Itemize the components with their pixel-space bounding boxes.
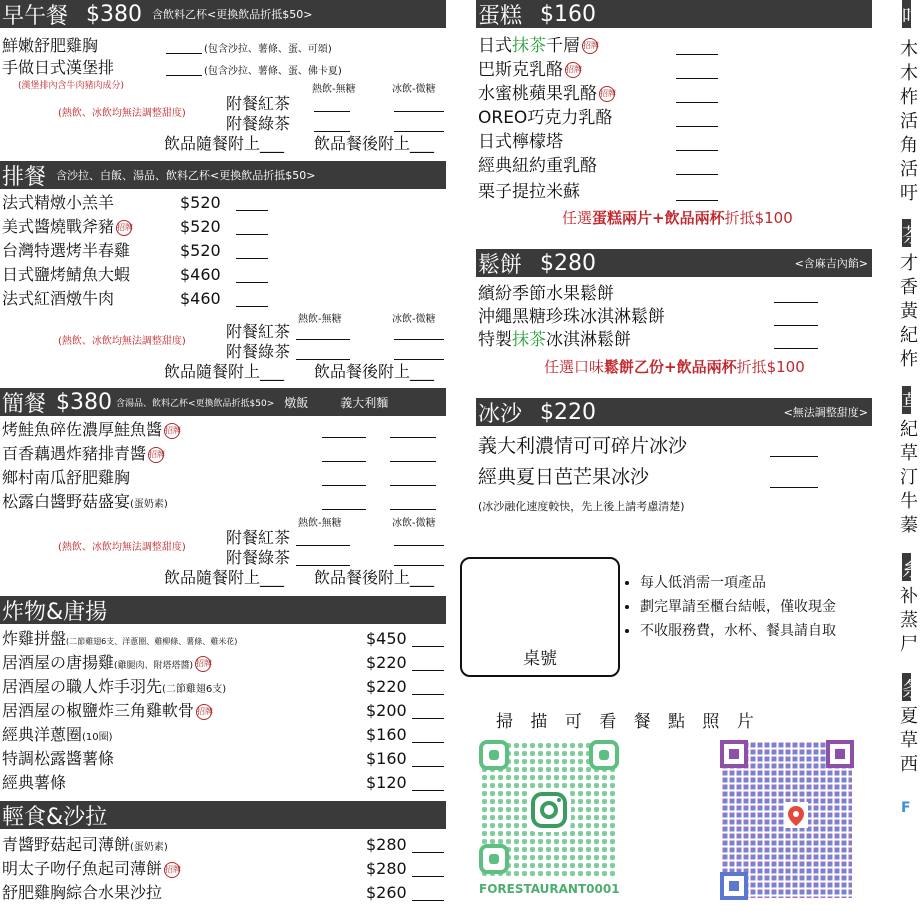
drink-after-meal[interactable]: 飲品餐後附上___ bbox=[314, 568, 435, 587]
order-blank[interactable] bbox=[676, 78, 718, 79]
edge-column-5: 夏 草 西 bbox=[900, 706, 918, 775]
menu-item: 特調松露醬薯條 bbox=[2, 749, 115, 768]
menu-item: 炸雞拼盤(二節雞翅6支、洋蔥圈、雞柳條、薯條、雞米花) bbox=[2, 629, 238, 648]
drink-with-meal[interactable]: 飲品隨餐附上___ bbox=[164, 134, 285, 153]
iced-drink-label: 冰飲-微糖 bbox=[392, 314, 436, 325]
order-blank[interactable] bbox=[676, 54, 718, 55]
menu-item: 手做日式漢堡排 bbox=[2, 58, 115, 77]
signature-stamp-icon: 招牌 bbox=[196, 704, 212, 720]
item-price: $200 bbox=[366, 701, 407, 720]
risotto-col-label: 燉飯 bbox=[284, 395, 309, 410]
signature-stamp-icon: 招牌 bbox=[599, 86, 615, 102]
fried-title: 炸物&唐揚 bbox=[2, 599, 108, 625]
hot-drink-label: 熱飲-無糖 bbox=[298, 314, 342, 325]
cake-promo: 任選蛋糕兩片+飲品兩杯折抵$100 bbox=[562, 209, 793, 227]
menu-item: 義大利濃情可可碎片冰沙 bbox=[478, 435, 688, 457]
order-blank[interactable] bbox=[236, 282, 268, 283]
order-blank[interactable] bbox=[676, 150, 718, 151]
order-blank[interactable] bbox=[236, 306, 268, 307]
instagram-qr-code[interactable] bbox=[481, 742, 617, 878]
drink-warning: (熱飲、冰飲均無法調整甜度) bbox=[58, 108, 186, 119]
order-blank[interactable] bbox=[394, 545, 444, 546]
simple-note: 含湯品、飲料乙杯<更換飲品折抵$50> bbox=[116, 398, 275, 409]
cake-price: $160 bbox=[540, 1, 597, 27]
order-blank[interactable] bbox=[296, 359, 350, 360]
breakfast-price: $380 bbox=[86, 1, 143, 27]
breakfast-title: 早午餐 bbox=[2, 3, 69, 29]
item-price: $120 bbox=[366, 773, 407, 792]
order-blank[interactable] bbox=[412, 852, 444, 853]
order-blank[interactable] bbox=[412, 646, 444, 647]
menu-item: 鮮嫩舒肥雞胸 bbox=[2, 36, 99, 55]
menu-item: 法式精燉小羔羊 bbox=[2, 193, 115, 212]
edge-header-2: 茶 bbox=[902, 219, 911, 247]
edge-column-4: 补 蒸 尸 bbox=[900, 586, 918, 655]
item-price: $220 bbox=[366, 653, 407, 672]
item-price: $460 bbox=[180, 289, 221, 308]
red-tea-label: 附餐紅茶 bbox=[226, 94, 291, 113]
cake-title: 蛋糕 bbox=[478, 3, 523, 29]
order-blank[interactable] bbox=[322, 461, 366, 462]
map-qr-code[interactable] bbox=[722, 742, 852, 898]
fried-header bbox=[0, 596, 446, 624]
drink-after-meal[interactable]: 飲品餐後附上___ bbox=[314, 134, 435, 153]
order-blank[interactable] bbox=[394, 131, 444, 132]
menu-item: 美式醬燒戰斧豬 招牌 bbox=[2, 217, 134, 236]
order-blank[interactable] bbox=[412, 694, 444, 695]
item-price: $520 bbox=[180, 193, 221, 212]
menu-item: 居酒屋の唐揚雞(雞腿肉、附塔塔醬) 招牌 bbox=[2, 653, 213, 672]
order-blank[interactable] bbox=[390, 437, 436, 438]
scan-caption: 掃 描 可 看 餐 點 照 片 bbox=[496, 712, 760, 732]
red-tea-label: 附餐紅茶 bbox=[226, 528, 291, 547]
edge-column-2: 才 香 黃 紀 柞 bbox=[900, 253, 918, 370]
hot-drink-label: 熱飲-無糖 bbox=[298, 518, 342, 529]
table-number-box[interactable] bbox=[460, 557, 620, 677]
order-blank[interactable] bbox=[394, 339, 444, 340]
drink-warning: (熱飲、冰飲均無法調整甜度) bbox=[58, 336, 186, 347]
signature-stamp-icon: 招牌 bbox=[565, 62, 581, 78]
menu-item: 沖繩黑糖珍珠冰淇淋鬆餅 bbox=[478, 307, 665, 327]
order-blank[interactable] bbox=[236, 258, 268, 259]
menu-item: 栗子提拉米蘇 bbox=[478, 182, 580, 202]
menu-item: 日式檸檬塔 bbox=[478, 132, 563, 152]
signature-stamp-icon: 招牌 bbox=[148, 447, 164, 463]
order-blank[interactable] bbox=[390, 485, 436, 486]
drink-after-meal[interactable]: 飲品餐後附上___ bbox=[314, 362, 435, 381]
order-blank[interactable] bbox=[322, 437, 366, 438]
order-blank[interactable] bbox=[770, 456, 818, 457]
steak-header bbox=[0, 161, 446, 189]
order-blank[interactable] bbox=[236, 234, 268, 235]
menu-item: 明太子吻仔魚起司薄餅 招牌 bbox=[2, 859, 182, 878]
green-tea-label: 附餐綠茶 bbox=[226, 114, 291, 133]
order-blank[interactable] bbox=[412, 790, 444, 791]
rule-item: • 劃完單請至櫃台結帳，僅收現金 bbox=[640, 596, 920, 618]
simple-title: 簡餐 bbox=[2, 391, 47, 417]
menu-item: 特製抹茶冰淇淋鬆餅 bbox=[478, 330, 631, 350]
menu-item: 經典夏日芭芒果冰沙 bbox=[478, 466, 650, 488]
order-blank[interactable] bbox=[394, 111, 444, 112]
order-blank[interactable] bbox=[394, 359, 444, 360]
rule-item: • 每人低消需一項產品 bbox=[640, 572, 920, 594]
drink-with-meal[interactable]: 飲品隨餐附上___ bbox=[164, 568, 285, 587]
order-blank[interactable] bbox=[774, 348, 818, 349]
menu-item: 舒肥雞胸綜合水果沙拉 bbox=[2, 883, 163, 902]
order-blank[interactable] bbox=[390, 509, 436, 510]
table-number-label: 桌號 bbox=[523, 649, 557, 669]
item-price: $160 bbox=[366, 725, 407, 744]
menu-item: 繽紛季節水果鬆餅 bbox=[478, 284, 614, 304]
drink-with-meal[interactable]: 飲品隨餐附上___ bbox=[164, 362, 285, 381]
pasta-col-label: 義大利麵 bbox=[340, 395, 389, 410]
drink-warning: (熱飲、冰飲均無法調整甜度) bbox=[58, 542, 186, 553]
order-blank[interactable] bbox=[774, 325, 818, 326]
order-blank[interactable] bbox=[412, 670, 444, 671]
iced-drink-label: 冰飲-微糖 bbox=[392, 84, 436, 95]
rule-item: • 不收服務費，水杯、餐具請自取 bbox=[640, 620, 920, 642]
simple-price: $380 bbox=[56, 389, 113, 415]
menu-item: 百香藕遇炸豬排青醬 招牌 bbox=[2, 444, 166, 463]
item-detail: (包含沙拉、薯條、蛋、可頌) bbox=[204, 44, 332, 55]
order-blank[interactable] bbox=[322, 509, 366, 510]
order-blank[interactable] bbox=[322, 485, 366, 486]
waffle-promo: 任選口味鬆餅乙份+飲品兩杯折抵$100 bbox=[544, 358, 805, 376]
order-blank[interactable] bbox=[236, 210, 268, 211]
order-blank[interactable] bbox=[314, 111, 350, 112]
item-price: $450 bbox=[366, 629, 407, 648]
menu-item: 經典紐約重乳酪 bbox=[478, 156, 597, 176]
simple-meal-header bbox=[0, 388, 446, 416]
menu-item: 青醬野菇起司薄餅(蛋奶素) bbox=[2, 835, 168, 854]
order-blank[interactable] bbox=[296, 339, 350, 340]
breakfast-sub-note: (漢堡排內含牛肉豬肉成分) bbox=[18, 81, 125, 91]
menu-item: 居酒屋の職人炸手羽先(二節雞翅6支) bbox=[2, 677, 227, 696]
order-blank[interactable] bbox=[296, 545, 350, 546]
iced-drink-label: 冰飲-微糖 bbox=[392, 518, 436, 529]
edge-header-5: 条 bbox=[902, 673, 911, 701]
item-price: $260 bbox=[366, 883, 407, 902]
menu-item: 烤鮭魚碎佐濃厚鮭魚醬 招牌 bbox=[2, 420, 182, 439]
order-blank[interactable] bbox=[412, 876, 444, 877]
order-blank[interactable] bbox=[166, 53, 202, 54]
smoothie-header bbox=[476, 398, 872, 426]
smoothie-price: $220 bbox=[540, 399, 597, 425]
order-blank[interactable] bbox=[166, 75, 202, 76]
item-price: $520 bbox=[180, 217, 221, 236]
order-blank[interactable] bbox=[676, 174, 718, 175]
menu-item: 巴斯克乳酪 招牌 bbox=[478, 60, 582, 80]
smoothie-title: 冰沙 bbox=[478, 401, 523, 427]
edge-column-3: 紀 草 汀 牛 蓁 bbox=[900, 419, 918, 536]
menu-item: 松露白醬野菇盛宴(蛋奶素) bbox=[2, 492, 168, 511]
signature-stamp-icon: 招牌 bbox=[195, 656, 211, 672]
menu-item: 經典薯條 bbox=[2, 773, 67, 792]
menu-item: 水蜜桃蘋果乳酪 招牌 bbox=[478, 84, 616, 104]
item-price: $220 bbox=[366, 677, 407, 696]
menu-item: 日式抹茶千層 招牌 bbox=[478, 36, 599, 56]
order-blank[interactable] bbox=[314, 131, 350, 132]
order-blank[interactable] bbox=[676, 102, 718, 103]
order-blank[interactable] bbox=[412, 742, 444, 743]
signature-stamp-icon: 招牌 bbox=[116, 220, 132, 236]
item-price: $160 bbox=[366, 749, 407, 768]
menu-item: 鄉村南瓜舒肥雞胸 bbox=[2, 468, 131, 487]
breakfast-header bbox=[0, 0, 446, 28]
item-price: $520 bbox=[180, 241, 221, 260]
red-tea-label: 附餐紅茶 bbox=[226, 322, 291, 341]
order-blank[interactable] bbox=[390, 461, 436, 462]
light-meal-header bbox=[0, 801, 446, 829]
signature-stamp-icon: 招牌 bbox=[582, 38, 598, 54]
order-blank[interactable] bbox=[412, 900, 444, 901]
order-blank[interactable] bbox=[774, 302, 818, 303]
waffle-title: 鬆餅 bbox=[478, 252, 523, 278]
instagram-handle: FORESTAURANT0001 bbox=[479, 882, 620, 896]
menu-item: 居酒屋の椒鹽炸三角雞軟骨 招牌 bbox=[2, 701, 214, 720]
signature-stamp-icon: 招牌 bbox=[164, 862, 180, 878]
smoothie-warning: (冰沙融化速度較快，先上後上請考慮清楚) bbox=[478, 500, 685, 513]
order-blank[interactable] bbox=[296, 565, 350, 566]
item-price: $280 bbox=[366, 859, 407, 878]
breakfast-note: 含飲料乙杯<更換飲品折抵$50> bbox=[152, 8, 313, 21]
menu-item: 法式紅酒燉牛肉 bbox=[2, 289, 115, 308]
edge-header-4: 糸 bbox=[902, 553, 911, 581]
edge-header-3: 草 bbox=[902, 386, 911, 414]
item-detail: (包含沙拉、薯條、蛋、佛卡夏) bbox=[204, 66, 342, 77]
smoothie-note: <無法調整甜度> bbox=[783, 406, 868, 419]
light-title: 輕食&沙拉 bbox=[2, 804, 108, 830]
item-price: $280 bbox=[366, 835, 407, 854]
hot-drink-label: 熱飲-無糖 bbox=[312, 84, 356, 95]
edge-tail: F bbox=[901, 800, 911, 816]
steak-note: 含沙拉、白飯、湯品、飲料乙杯<更換飲品折抵$50> bbox=[56, 169, 316, 182]
edge-header-1: 吋 bbox=[902, 0, 911, 28]
rules-list bbox=[622, 572, 920, 644]
order-blank[interactable] bbox=[412, 766, 444, 767]
waffle-header bbox=[476, 249, 872, 277]
order-blank[interactable] bbox=[676, 126, 718, 127]
green-tea-label: 附餐綠茶 bbox=[226, 342, 291, 361]
green-tea-label: 附餐綠茶 bbox=[226, 548, 291, 567]
edge-column-1: 木 木 柞 活 角 活 吁 bbox=[900, 39, 918, 204]
waffle-note: <含麻吉內餡> bbox=[794, 257, 868, 270]
cake-header bbox=[476, 0, 872, 28]
item-price: $460 bbox=[180, 265, 221, 284]
menu-item: 台灣特選烤半春雞 bbox=[2, 241, 131, 260]
order-blank[interactable] bbox=[412, 718, 444, 719]
menu-item: 經典洋蔥圈(10圈) bbox=[2, 725, 113, 744]
steak-title: 排餐 bbox=[2, 164, 47, 190]
waffle-price: $280 bbox=[540, 250, 597, 276]
order-blank[interactable] bbox=[676, 200, 718, 201]
signature-stamp-icon: 招牌 bbox=[164, 423, 180, 439]
order-blank[interactable] bbox=[394, 565, 444, 566]
menu-item: 日式鹽烤鯖魚大蝦 bbox=[2, 265, 131, 284]
order-blank[interactable] bbox=[770, 487, 818, 488]
menu-item: OREO巧克力乳酪 bbox=[478, 108, 613, 128]
